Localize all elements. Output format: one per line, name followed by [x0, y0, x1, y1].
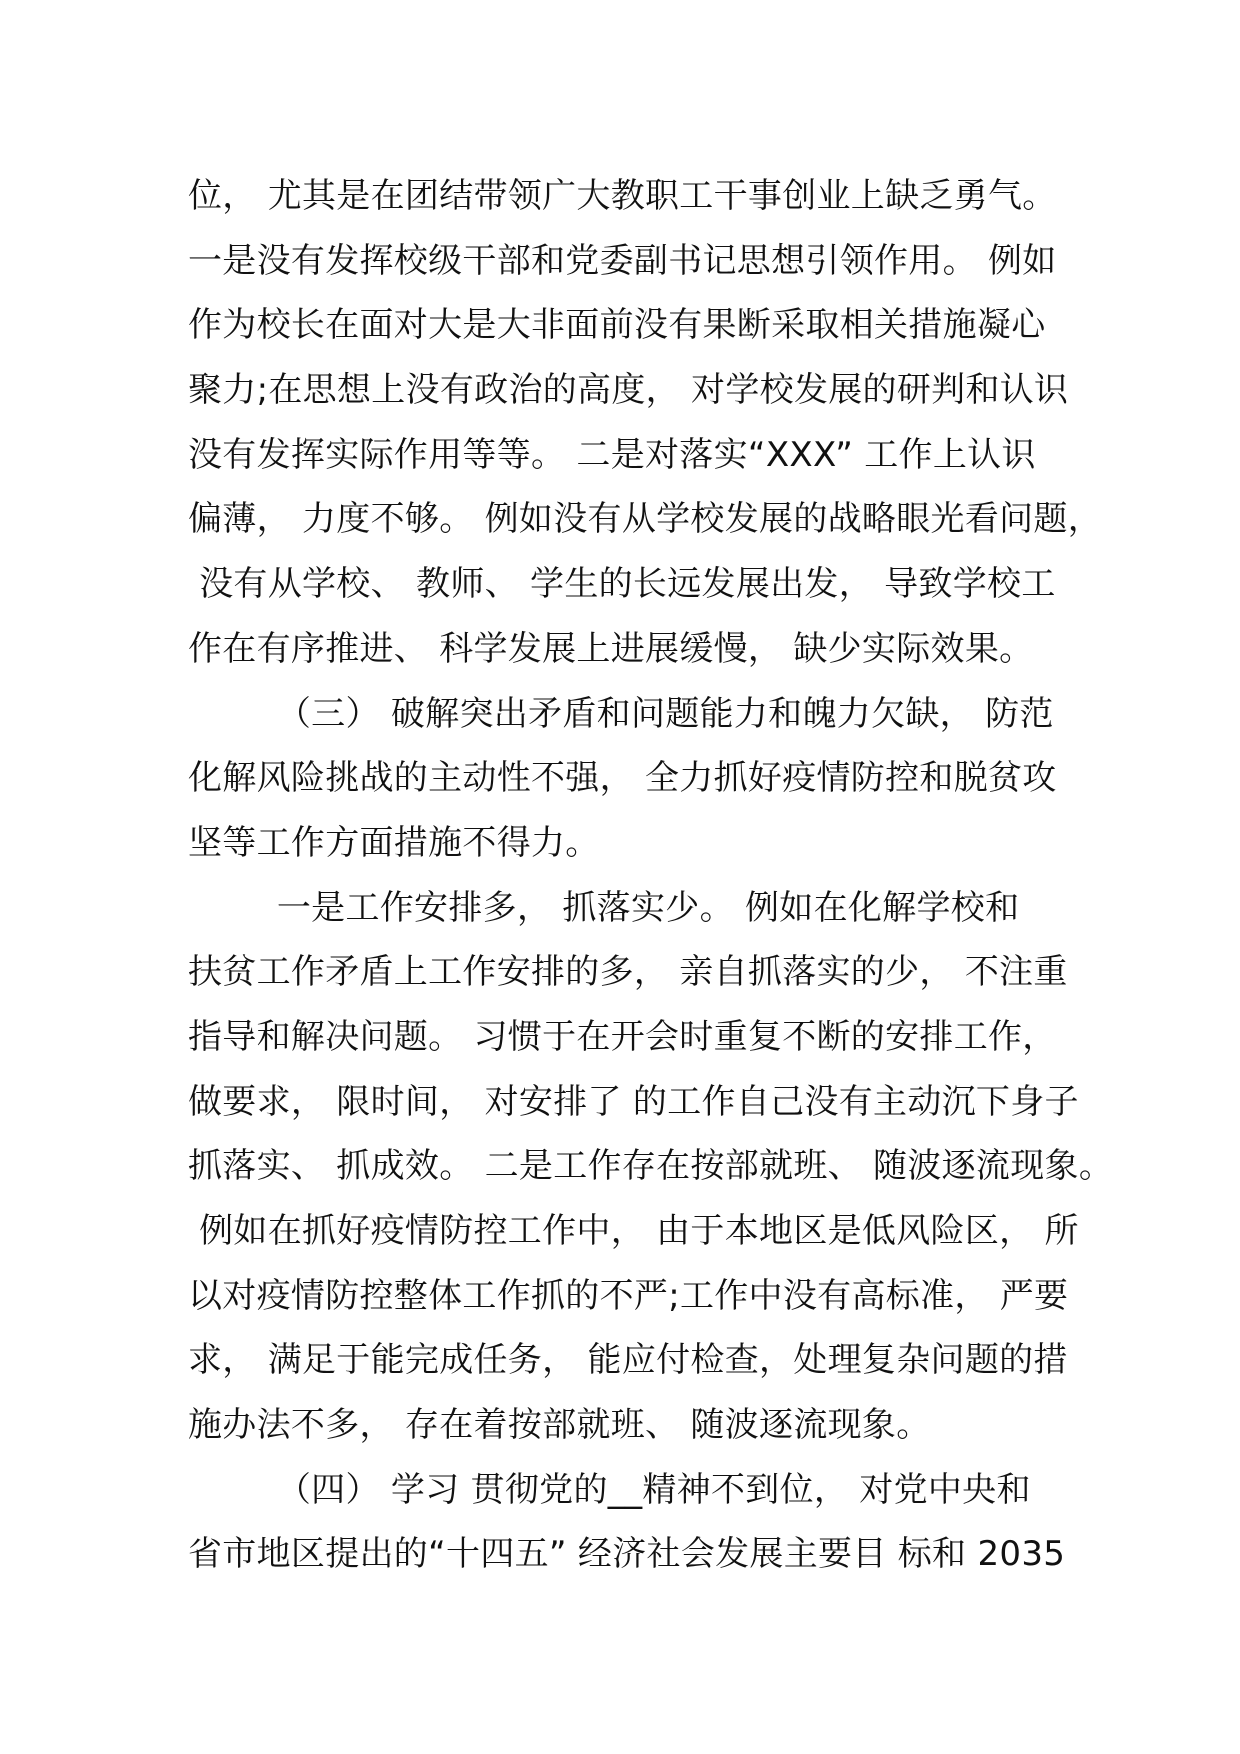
- text-line: 施办法不多， 存在着按部就班、 随波逐流现象。: [188, 1405, 931, 1446]
- text-line: 坚等工作方面措施不得力。: [188, 822, 600, 863]
- text-line: 指导和解决问题。 习惯于在开会时重复不断的安排工作，: [188, 1016, 1057, 1057]
- text-line: 没有从学校、 教师、 学生的长远发展出发， 导致学校工: [188, 564, 1056, 605]
- text-line: 例如在抓好疫情防控工作中， 由于本地区是低风险区， 所: [188, 1211, 1079, 1251]
- text-line: 一是工作安排多， 抓落实少。 例如在化解学校和: [188, 887, 1020, 928]
- body-text: [188, 164, 1114, 1587]
- text-line: 位， 尤其是在团结带领广大教职工干事创业上缺乏勇气。: [188, 176, 1057, 216]
- text-line: 作在有序推进、 科学发展上进展缓慢， 缺少实际效果。: [188, 628, 1034, 669]
- text-line: 化解风险挑战的主动性不强， 全力抓好疫情防控和脱贫攻: [188, 758, 1057, 799]
- section-heading-three: （三） 破解突出矛盾和问题能力和魄力欠缺， 防范: [188, 693, 1054, 734]
- text-line: 以对疫情防控整体工作抓的不严;工作中没有高标准， 严要: [188, 1275, 1069, 1316]
- text-line: 偏薄， 力度不够。 例如没有从学校发展的战略眼光看问题，: [188, 499, 1103, 540]
- text-line: 没有发挥实际作用等等。 二是对落实“XXX” 工作上认识: [188, 434, 1036, 475]
- text-line: 省市地区提出的“十四五” 经济社会发展主要目 标和 2035: [188, 1534, 1066, 1575]
- section-heading-four: （四） 学习 贯彻党的__精神不到位， 对党中央和: [188, 1469, 1031, 1510]
- text-line: 扶贫工作矛盾上工作安排的多， 亲自抓落实的少， 不注重: [188, 952, 1068, 993]
- text-line: 做要求， 限时间， 对安排了 的工作自己没有主动沉下身子: [188, 1081, 1079, 1122]
- text-line: 作为校长在面对大是大非面前没有果断采取相关措施凝心: [188, 305, 1046, 346]
- text-line: 抓落实、 抓成效。 二是工作存在按部就班、 随波逐流现象。: [188, 1146, 1114, 1187]
- text-line: 求， 满足于能完成任务， 能应付检查，处理复杂问题的措: [188, 1340, 1068, 1381]
- text-line: 聚力;在思想上没有政治的高度， 对学校发展的研判和认识: [188, 370, 1069, 411]
- text-line: 一是没有发挥校级干部和党委副书记思想引领作用。 例如: [188, 240, 1057, 281]
